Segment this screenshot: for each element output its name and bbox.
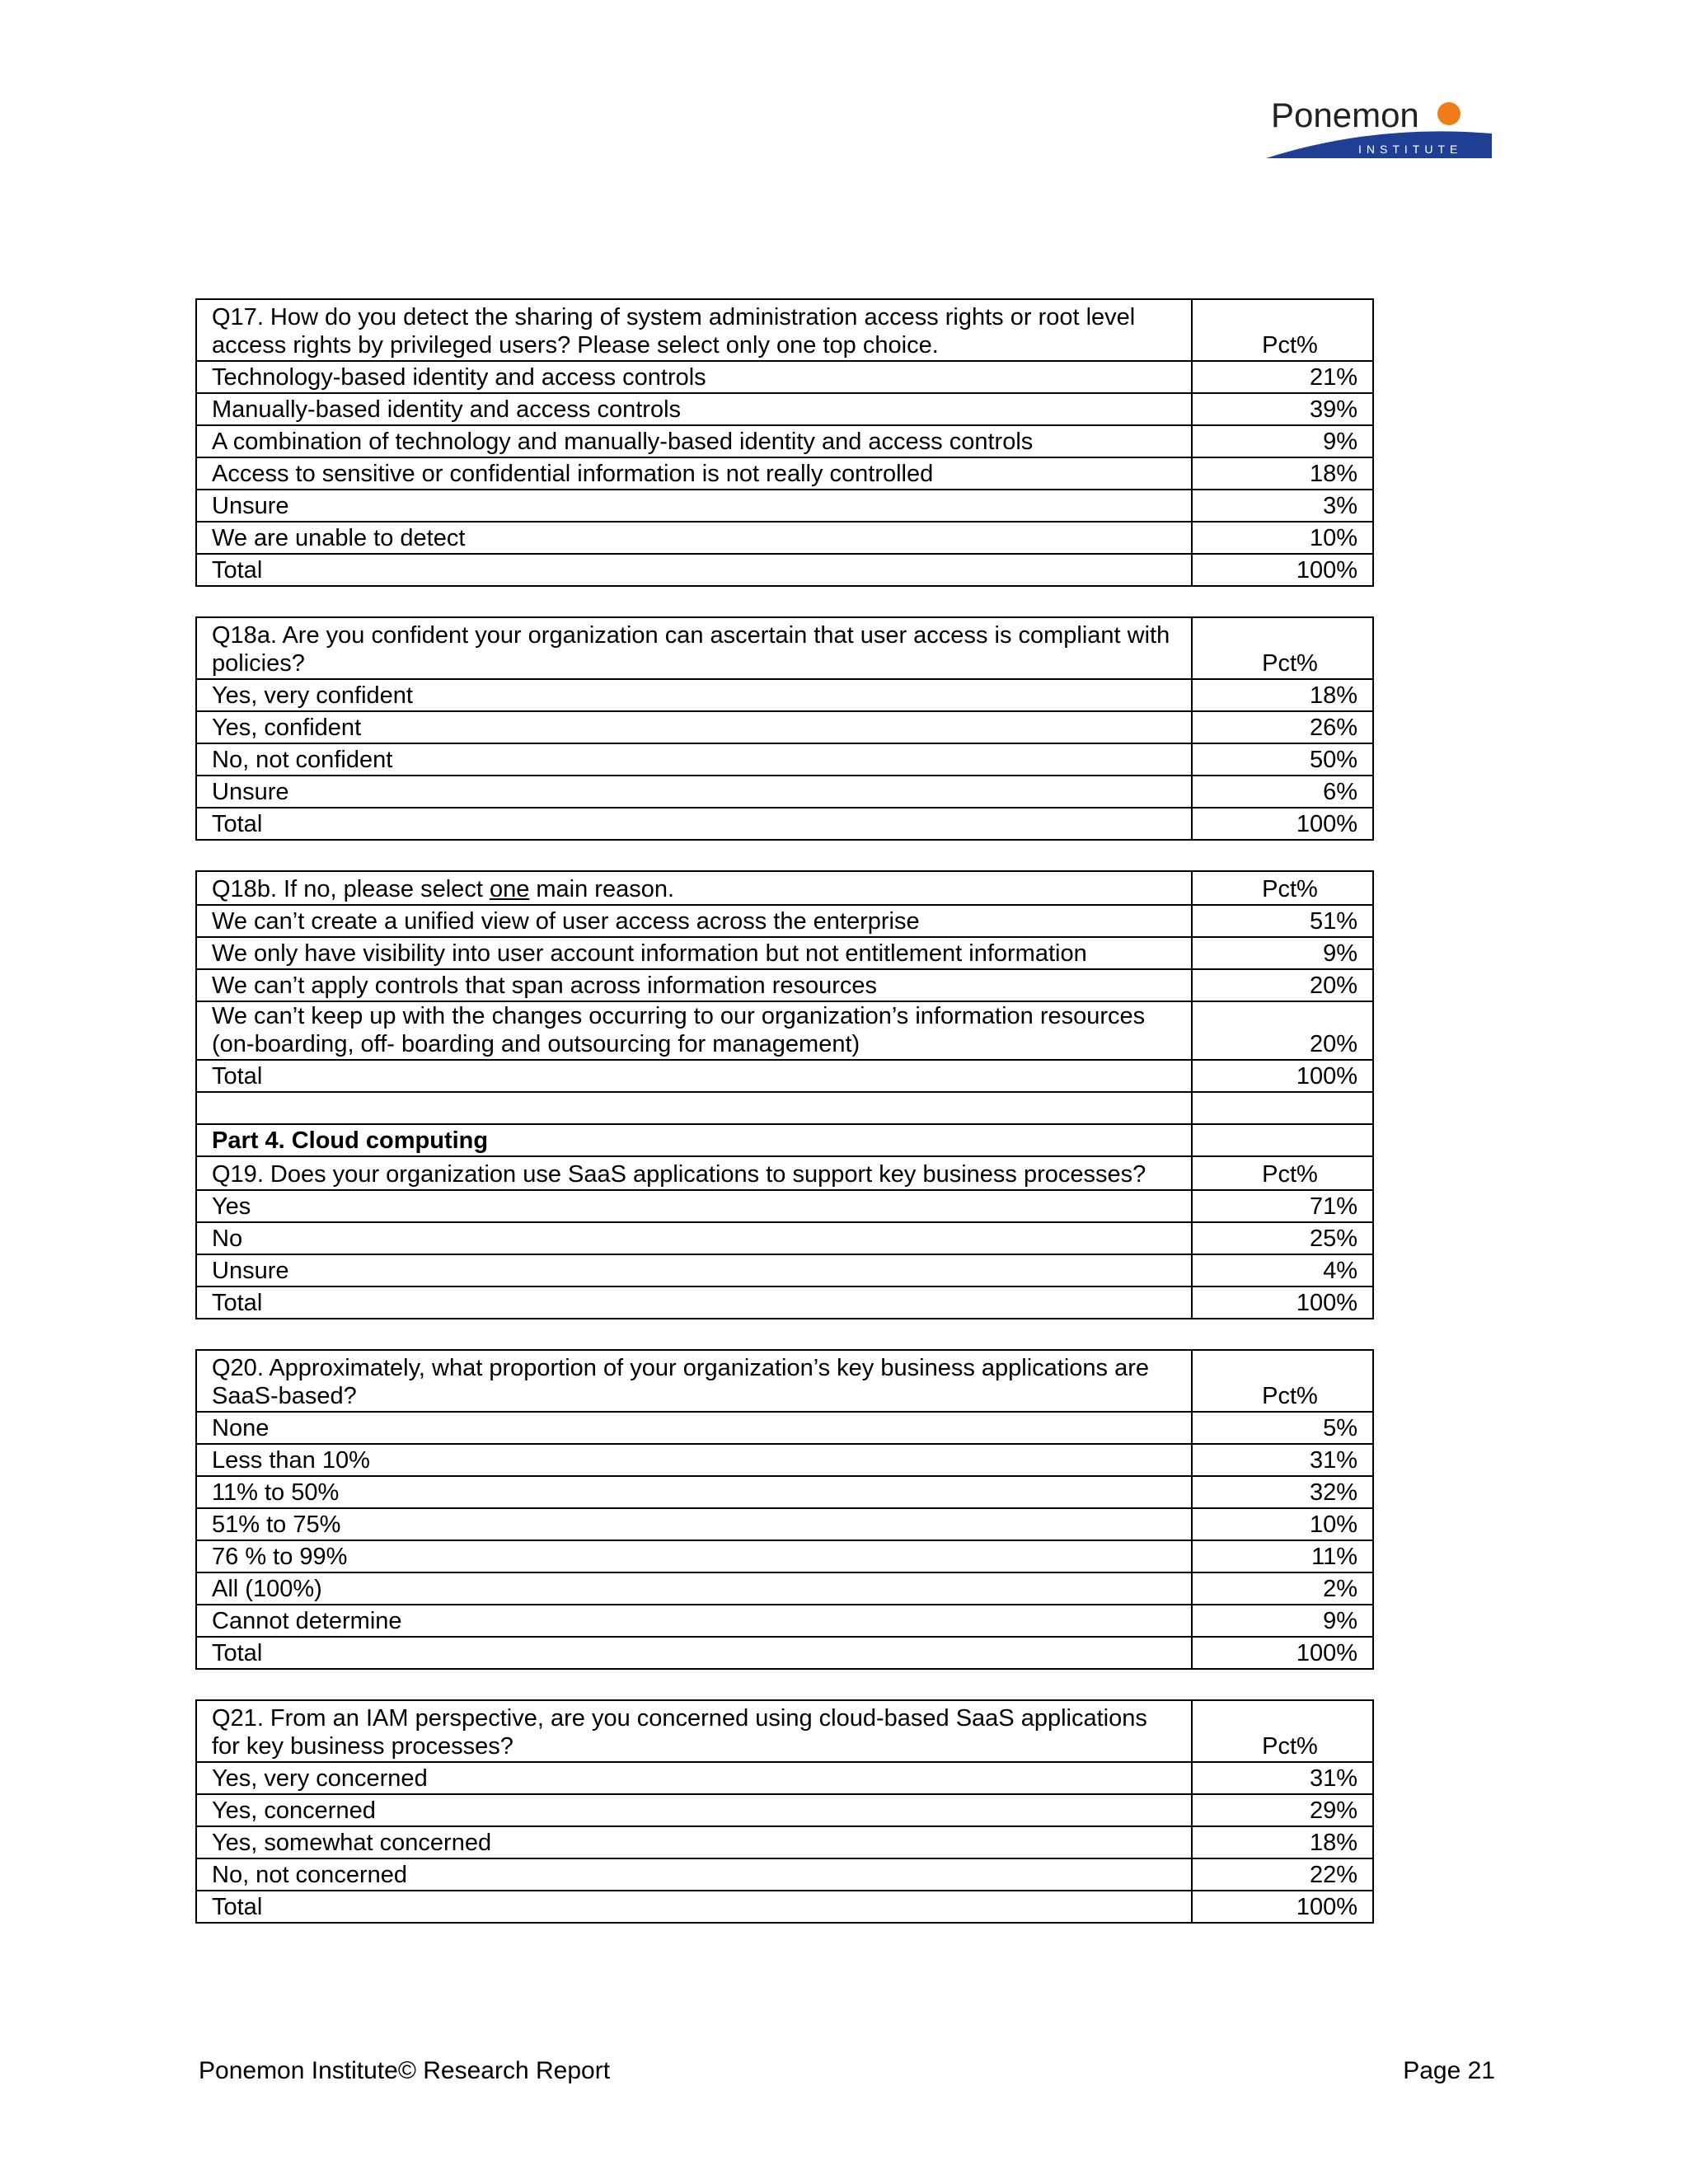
row-value: 29% xyxy=(1192,1794,1373,1826)
table-row xyxy=(196,1060,1373,1092)
ponemon-logo-graphic xyxy=(1259,91,1497,165)
table-row xyxy=(196,522,1373,554)
row-label: Unsure xyxy=(196,490,1192,522)
table-row xyxy=(196,490,1373,522)
row-value: 10% xyxy=(1192,522,1373,554)
q21-header-row xyxy=(196,1700,1373,1762)
pct-header: Pct% xyxy=(1192,871,1373,905)
table-row xyxy=(196,1001,1373,1060)
row-label: Total xyxy=(196,1286,1192,1319)
footer-left-text: Ponemon Institute© Research Report xyxy=(199,2057,611,2084)
row-label: Cannot determine xyxy=(196,1605,1192,1637)
table-row xyxy=(196,554,1373,586)
table-row xyxy=(196,1891,1373,1923)
q18b-q19-table xyxy=(195,870,1374,1319)
table-row xyxy=(196,743,1373,776)
pct-header: Pct% xyxy=(1192,1700,1373,1762)
q18b-question-post: main reason. xyxy=(529,876,675,902)
row-label: A combination of technology and manually-based identity and access controls xyxy=(196,425,1192,457)
table-row xyxy=(196,905,1373,937)
row-label: Total xyxy=(196,554,1192,586)
row-value: 11% xyxy=(1192,1540,1373,1572)
q20-rows xyxy=(196,1412,1373,1669)
q20-question: Q20. Approximately, what proportion of your organization’s key business applications are SaaS-based? xyxy=(196,1350,1192,1412)
pct-header: Pct% xyxy=(1192,1156,1373,1190)
table-row xyxy=(196,1858,1373,1891)
row-label: Yes, very concerned xyxy=(196,1762,1192,1794)
row-label: Technology-based identity and access controls xyxy=(196,361,1192,393)
row-value: 21% xyxy=(1192,361,1373,393)
q18a-question: Q18a. Are you confident your organization can ascertain that user access is compliant with policies? xyxy=(196,617,1192,679)
table-row xyxy=(196,1286,1373,1319)
row-label: 76 % to 99% xyxy=(196,1540,1192,1572)
row-value: 18% xyxy=(1192,1826,1373,1858)
row-label: None xyxy=(196,1412,1192,1444)
table-row xyxy=(196,969,1373,1001)
row-label: Less than 10% xyxy=(196,1444,1192,1476)
table-row xyxy=(196,1190,1373,1222)
row-label: 51% to 75% xyxy=(196,1508,1192,1540)
row-label: Total xyxy=(196,1060,1192,1092)
part4-row xyxy=(196,1124,1373,1156)
table-row xyxy=(196,1794,1373,1826)
q21-rows xyxy=(196,1762,1373,1923)
row-value: 3% xyxy=(1192,490,1373,522)
part4-title: Part 4. Cloud computing xyxy=(196,1124,1192,1156)
row-label: Yes, concerned xyxy=(196,1794,1192,1826)
row-label: No xyxy=(196,1222,1192,1254)
table-row xyxy=(196,457,1373,490)
row-value: 25% xyxy=(1192,1222,1373,1254)
table-row xyxy=(196,1826,1373,1858)
q17-header-row xyxy=(196,299,1373,361)
q17-question: Q17. How do you detect the sharing of system administration access rights or root level access rights by privileged users? Please select only one top choice. xyxy=(196,299,1192,361)
row-value: 100% xyxy=(1192,1891,1373,1923)
table-row xyxy=(196,776,1373,808)
q17-table xyxy=(195,298,1374,587)
row-label: All (100%) xyxy=(196,1572,1192,1605)
table-row xyxy=(196,1605,1373,1637)
q18b-question-pre: Q18b. If no, please select xyxy=(212,876,490,902)
row-value: 20% xyxy=(1192,1001,1373,1060)
row-label: We only have visibility into user account information but not entitlement information xyxy=(196,937,1192,969)
row-label: We can’t apply controls that span across information resources xyxy=(196,969,1192,1001)
table-row xyxy=(196,1762,1373,1794)
pct-header: Pct% xyxy=(1192,1350,1373,1412)
table-row xyxy=(196,361,1373,393)
survey-tables xyxy=(195,298,1372,1924)
q20-header-row xyxy=(196,1350,1373,1412)
table-row xyxy=(196,937,1373,969)
pct-header: Pct% xyxy=(1192,299,1373,361)
row-value: 9% xyxy=(1192,1605,1373,1637)
row-label: No, not confident xyxy=(196,743,1192,776)
row-value: 100% xyxy=(1192,1286,1373,1319)
row-value: 10% xyxy=(1192,1508,1373,1540)
row-value: 26% xyxy=(1192,711,1373,743)
q18b-question-emphasis: one xyxy=(489,876,530,902)
row-value: 100% xyxy=(1192,808,1373,840)
row-value: 20% xyxy=(1192,969,1373,1001)
pct-header: Pct% xyxy=(1192,617,1373,679)
logo-brand-text: Ponemon xyxy=(1271,96,1419,134)
q18a-rows xyxy=(196,679,1373,840)
logo-sub-text: INSTITUTE xyxy=(1358,143,1463,156)
row-value: 4% xyxy=(1192,1254,1373,1286)
row-value: 18% xyxy=(1192,457,1373,490)
row-label: Yes, very confident xyxy=(196,679,1192,711)
table-row xyxy=(196,808,1373,840)
ponemon-logo xyxy=(1259,91,1497,165)
q19-rows xyxy=(196,1190,1373,1319)
table-row xyxy=(196,1476,1373,1508)
row-label: Unsure xyxy=(196,1254,1192,1286)
row-value: 50% xyxy=(1192,743,1373,776)
table-row xyxy=(196,1540,1373,1572)
empty-row xyxy=(196,1092,1373,1124)
row-value: 51% xyxy=(1192,905,1373,937)
row-label: We can’t create a unified view of user access across the enterprise xyxy=(196,905,1192,937)
row-label: We are unable to detect xyxy=(196,522,1192,554)
q18b-rows xyxy=(196,905,1373,1092)
page-number: Page 21 xyxy=(1403,2057,1495,2084)
table-row xyxy=(196,1222,1373,1254)
row-value: 100% xyxy=(1192,1060,1373,1092)
row-label: We can’t keep up with the changes occurring to our organization’s information resources (on-boarding, off- boarding and outsourcing for management) xyxy=(196,1001,1192,1060)
page-footer xyxy=(199,2057,1495,2085)
row-label: Total xyxy=(196,1891,1192,1923)
row-value: 9% xyxy=(1192,937,1373,969)
table-row xyxy=(196,1444,1373,1476)
row-label: No, not concerned xyxy=(196,1858,1192,1891)
table-row xyxy=(196,1412,1373,1444)
row-value: 71% xyxy=(1192,1190,1373,1222)
row-label: Access to sensitive or confidential information is not really controlled xyxy=(196,457,1192,490)
q18a-table xyxy=(195,616,1374,841)
q21-table xyxy=(195,1699,1374,1924)
table-row xyxy=(196,393,1373,425)
row-label: Unsure xyxy=(196,776,1192,808)
row-label: Total xyxy=(196,1637,1192,1669)
q18a-header-row xyxy=(196,617,1373,679)
row-value: 18% xyxy=(1192,679,1373,711)
table-row xyxy=(196,1637,1373,1669)
q18b-header-row xyxy=(196,871,1373,905)
row-label: Yes xyxy=(196,1190,1192,1222)
row-label: Manually-based identity and access controls xyxy=(196,393,1192,425)
row-label: Yes, somewhat concerned xyxy=(196,1826,1192,1858)
q18b-question xyxy=(196,871,1192,905)
row-value: 100% xyxy=(1192,1637,1373,1669)
logo-sun-icon xyxy=(1437,102,1461,125)
row-value: 2% xyxy=(1192,1572,1373,1605)
table-row xyxy=(196,1254,1373,1286)
table-row xyxy=(196,679,1373,711)
row-label: Yes, confident xyxy=(196,711,1192,743)
table-row xyxy=(196,1508,1373,1540)
row-value: 31% xyxy=(1192,1762,1373,1794)
q19-question: Q19. Does your organization use SaaS applications to support key business processes? xyxy=(196,1156,1192,1190)
q17-rows xyxy=(196,361,1373,586)
row-value: 9% xyxy=(1192,425,1373,457)
row-label: 11% to 50% xyxy=(196,1476,1192,1508)
row-label: Total xyxy=(196,808,1192,840)
q20-table xyxy=(195,1349,1374,1670)
row-value: 39% xyxy=(1192,393,1373,425)
table-row xyxy=(196,425,1373,457)
row-value: 5% xyxy=(1192,1412,1373,1444)
table-row xyxy=(196,1572,1373,1605)
row-value: 100% xyxy=(1192,554,1373,586)
row-value: 22% xyxy=(1192,1858,1373,1891)
row-value: 32% xyxy=(1192,1476,1373,1508)
q21-question: Q21. From an IAM perspective, are you concerned using cloud-based SaaS applications for key business processes? xyxy=(196,1700,1192,1762)
q19-header-row xyxy=(196,1156,1373,1190)
row-value: 6% xyxy=(1192,776,1373,808)
table-row xyxy=(196,711,1373,743)
row-value: 31% xyxy=(1192,1444,1373,1476)
